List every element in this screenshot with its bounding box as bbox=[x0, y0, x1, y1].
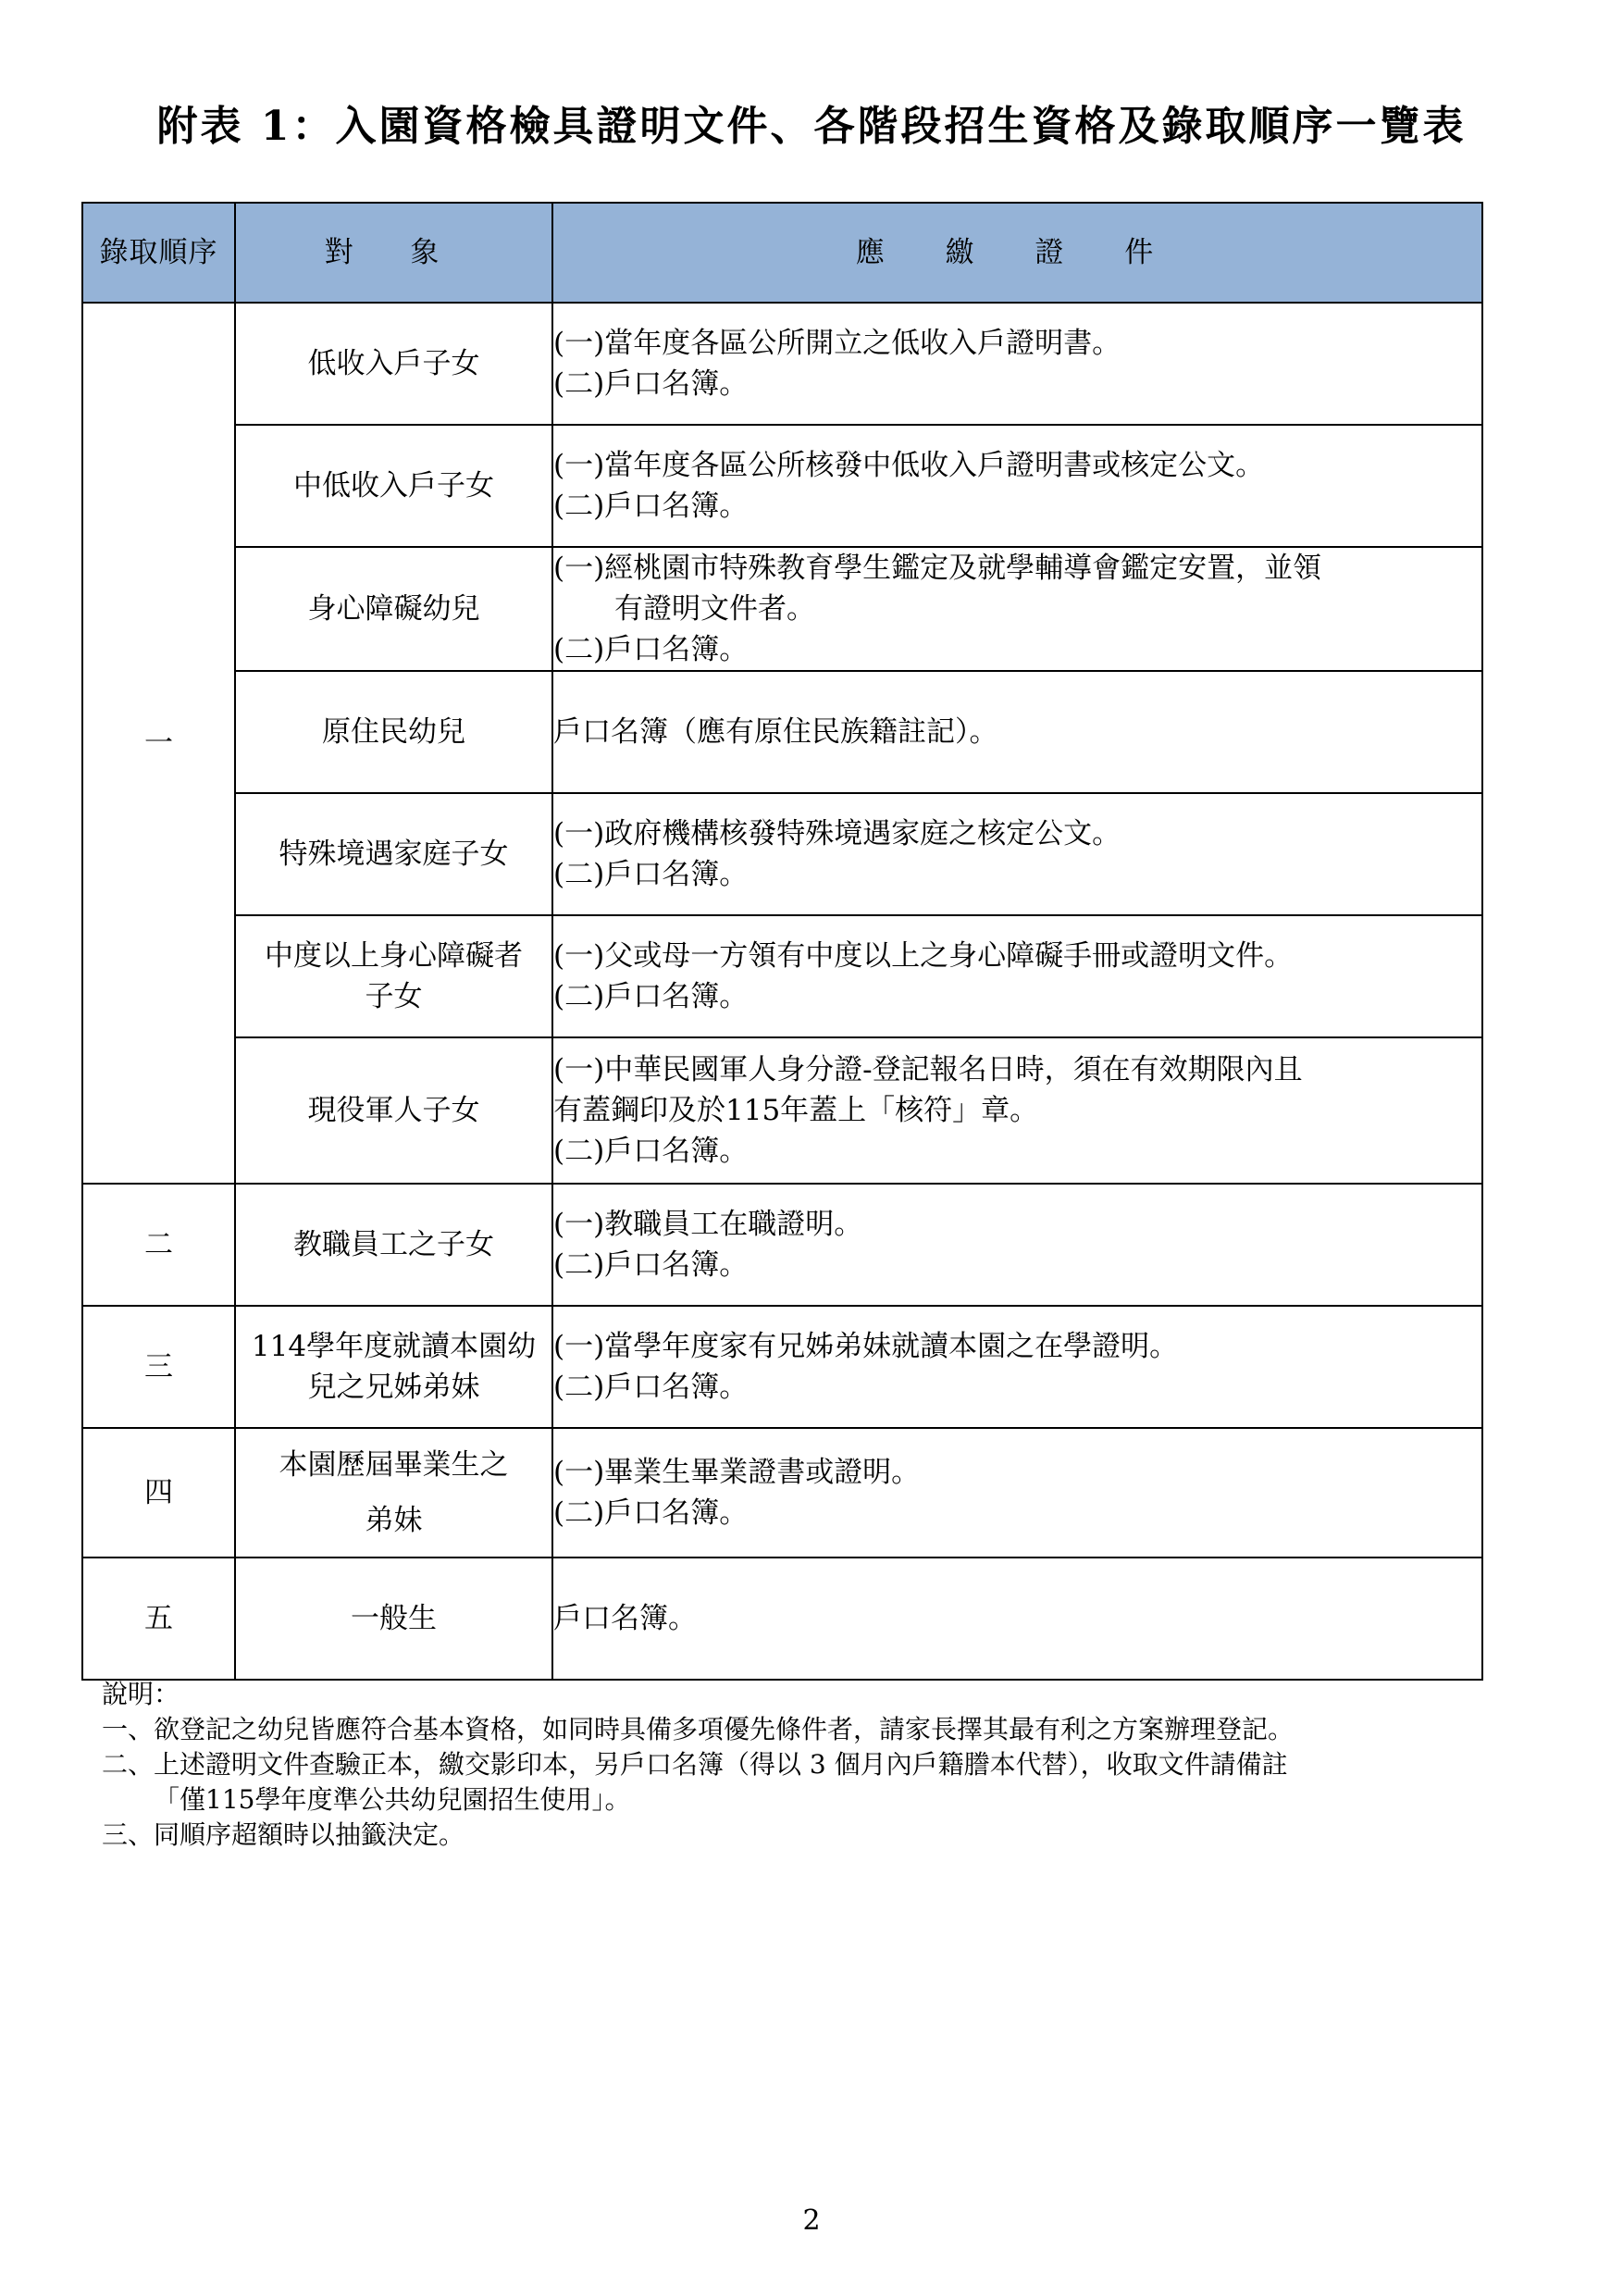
documents-cell bbox=[552, 1558, 1482, 1680]
document-line: (一)當年度各區公所核發中低收入戶證明書或核定公文。 bbox=[553, 449, 1265, 482]
target-text: 現役軍人子女 bbox=[307, 1094, 480, 1127]
document-line: (一)政府機構核發特殊境遇家庭之核定公文。 bbox=[553, 817, 1121, 850]
documents-cell bbox=[552, 1037, 1482, 1184]
target-text: 子女 bbox=[365, 980, 423, 1013]
document-line: (二)戶口名簿。 bbox=[553, 1248, 749, 1282]
target-text: 114學年度就讀本園幼 bbox=[251, 1330, 537, 1363]
document-line: (二)戶口名簿。 bbox=[553, 1135, 749, 1168]
page-number: 2 bbox=[802, 2204, 821, 2237]
document-line: 戶口名簿。 bbox=[553, 1602, 697, 1635]
document-line: (一)父或母一方領有中度以上之身心障礙手冊或證明文件。 bbox=[553, 939, 1294, 973]
target-cell bbox=[235, 547, 552, 671]
document-line: (二)戶口名簿。 bbox=[553, 858, 749, 891]
table-row bbox=[82, 1306, 1482, 1428]
note-item: 二、上述證明文件查驗正本，繳交影印本，另戶口名簿（得以 3 個月內戶籍謄本代替），收取文件請備註 bbox=[102, 1749, 1288, 1780]
note-item: 三、同順序超額時以抽籤決定。 bbox=[102, 1819, 465, 1850]
notes-section bbox=[102, 1677, 1490, 1853]
order-cell: 二 bbox=[82, 1184, 235, 1306]
target-text: 身心障礙幼兒 bbox=[307, 592, 480, 626]
table-header-row bbox=[82, 203, 1482, 303]
document-line: (一)當年度各區公所開立之低收入戶證明書。 bbox=[553, 327, 1121, 360]
documents-cell bbox=[552, 1184, 1482, 1306]
notes-heading: 說明： bbox=[102, 1679, 180, 1709]
page-title: 附表 1：入園資格檢具證明文件、各階段招生資格及錄取順序一覽表 bbox=[156, 103, 1467, 150]
document-line: (二)戶口名簿。 bbox=[553, 633, 749, 666]
target-text: 兒之兄姊弟妹 bbox=[307, 1371, 480, 1404]
note-item: 一、欲登記之幼兒皆應符合基本資格，如同時具備多項優先條件者，請家長擇其最有利之方案辦理登記。 bbox=[102, 1714, 1295, 1744]
target-cell bbox=[235, 1184, 552, 1306]
target-text: 特殊境遇家庭子女 bbox=[279, 838, 509, 871]
header-documents: 應 繳 證 件 bbox=[552, 203, 1482, 303]
target-cell bbox=[235, 303, 552, 425]
target-cell bbox=[235, 1037, 552, 1184]
document-line: (二)戶口名簿。 bbox=[553, 1371, 749, 1404]
document-line: (一)教職員工在職證明。 bbox=[553, 1208, 863, 1241]
note-item-continued: 「僅115學年度準公共幼兒園招生使用」。 bbox=[154, 1784, 631, 1815]
document-line: (一)經桃園市特殊教育學生鑑定及就學輔導會鑑定安置，並領 bbox=[553, 552, 1322, 585]
target-cell bbox=[235, 915, 552, 1037]
order-cell: 一 bbox=[82, 303, 235, 1184]
document-line: (二)戶口名簿。 bbox=[553, 1496, 749, 1530]
target-cell bbox=[235, 425, 552, 547]
table-row bbox=[82, 1428, 1482, 1558]
table-row bbox=[82, 303, 1482, 425]
target-cell bbox=[235, 1306, 552, 1428]
target-text: 中度以上身心障礙者 bbox=[265, 939, 523, 973]
target-cell bbox=[235, 1428, 552, 1558]
table-row bbox=[82, 1184, 1482, 1306]
target-text: 本園歷屆畢業生之 bbox=[279, 1448, 509, 1482]
document-line: 戶口名簿（應有原住民族籍註記）。 bbox=[553, 715, 998, 749]
target-text: 弟妹 bbox=[365, 1504, 423, 1537]
document-line: 有證明文件者。 bbox=[614, 592, 815, 626]
document-line: (一)畢業生畢業證書或證明。 bbox=[553, 1456, 921, 1489]
document-line: (二)戶口名簿。 bbox=[553, 367, 749, 401]
table-row bbox=[82, 915, 1482, 1037]
order-cell: 四 bbox=[82, 1428, 235, 1558]
target-text: 教職員工之子女 bbox=[293, 1228, 494, 1261]
header-order: 錄取順序 bbox=[82, 203, 235, 303]
table-row bbox=[82, 425, 1482, 547]
target-cell bbox=[235, 793, 552, 915]
document-line: (一)中華民國軍人身分證-登記報名日時，須在有效期限內且 bbox=[553, 1053, 1303, 1086]
documents-cell bbox=[552, 915, 1482, 1037]
documents-cell bbox=[552, 303, 1482, 425]
table-row bbox=[82, 1037, 1482, 1184]
documents-cell bbox=[552, 1428, 1482, 1558]
order-cell: 五 bbox=[82, 1558, 235, 1680]
documents-cell bbox=[552, 425, 1482, 547]
document-line: (一)當學年度家有兄姊弟妹就讀本園之在學證明。 bbox=[553, 1330, 1179, 1363]
document-line: (二)戶口名簿。 bbox=[553, 490, 749, 523]
order-cell: 三 bbox=[82, 1306, 235, 1428]
documents-cell bbox=[552, 547, 1482, 671]
admission-table bbox=[81, 202, 1483, 1681]
document-line: 有蓋鋼印及於115年蓋上「核符」章。 bbox=[553, 1094, 1039, 1127]
documents-cell bbox=[552, 793, 1482, 915]
table-row bbox=[82, 547, 1482, 671]
target-text: 中低收入戶子女 bbox=[293, 469, 494, 503]
target-cell bbox=[235, 1558, 552, 1680]
target-cell bbox=[235, 671, 552, 793]
target-text: 原住民幼兒 bbox=[322, 715, 465, 749]
target-text: 一般生 bbox=[351, 1602, 437, 1635]
table-row bbox=[82, 1558, 1482, 1680]
table-row bbox=[82, 671, 1482, 793]
documents-cell bbox=[552, 671, 1482, 793]
target-text: 低收入戶子女 bbox=[307, 347, 480, 380]
document-line: (二)戶口名簿。 bbox=[553, 980, 749, 1013]
documents-cell bbox=[552, 1306, 1482, 1428]
header-target: 對 象 bbox=[235, 203, 552, 303]
table-row bbox=[82, 793, 1482, 915]
